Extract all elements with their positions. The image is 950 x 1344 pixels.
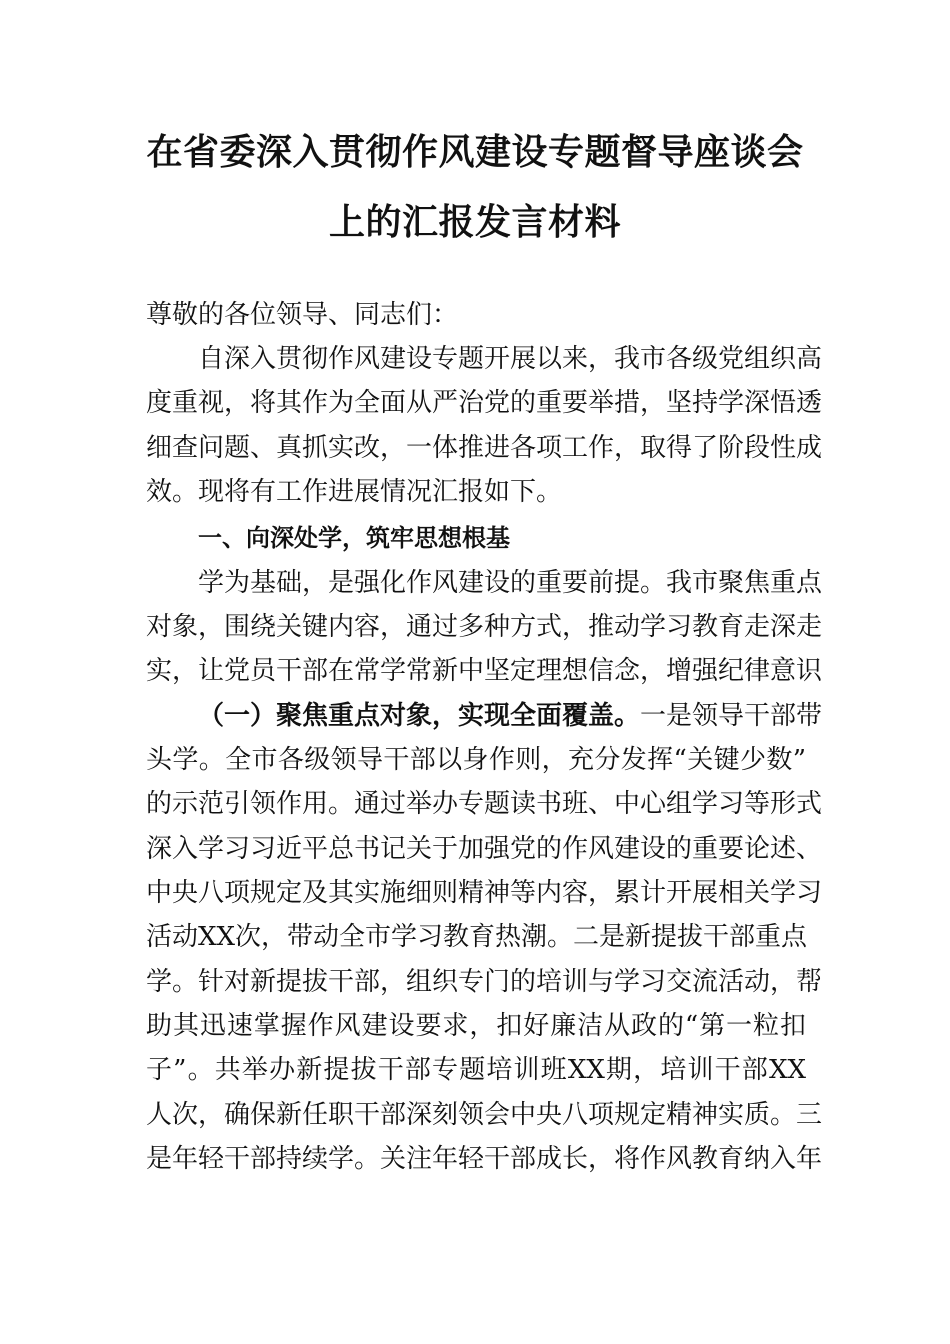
document-title-line-2: 上的汇报发言材料 [328, 201, 621, 243]
subsection-1-line-7: 助其迅速掌握作风建设要求，扣好廉洁从政的“第一粒扣 [146, 1011, 806, 1041]
subsection-1-line-10: 是年轻干部持续学。关注年轻干部成长，将作风教育纳入年 [146, 1144, 823, 1174]
subsection-1-line-6: 学。针对新提拔干部，组织专门的培训与学习交流活动，帮 [146, 967, 823, 997]
subsection-1-line-4: 中央八项规定及其实施细则精神等内容，累计开展相关学习 [146, 878, 823, 908]
intro-line-3: 细查问题、真抓实改，一体推进各项工作，取得了阶段性成 [146, 433, 823, 463]
subsection-1-line-5: 活动XX次，带动全市学习教育热潮。二是新提拔干部重点 [146, 922, 808, 952]
subsection-1-line-1: 头学。全市各级领导干部以身作则，充分发挥“关键少数” [146, 745, 806, 775]
subsection-1-first-rest: 一是领导干部带 [640, 701, 823, 731]
subsection-1-line-8: 子”。共举办新提拔干部专题培训班XX期，培训干部XX [146, 1055, 806, 1085]
section-1-heading: 一、向深处学，筑牢思想根基 [198, 524, 510, 552]
section-1-line-2: 对象，围绕关键内容，通过多种方式，推动学习教育走深走 [146, 612, 823, 642]
intro-line-4: 效。现将有工作进展情况汇报如下。 [146, 477, 563, 507]
subsection-1-first-line [198, 699, 823, 733]
section-1-line-3: 实，让党员干部在常学常新中坚定理想信念，增强纪律意识 [146, 656, 823, 686]
intro-line-1: 自深入贯彻作风建设专题开展以来，我市各级党组织高 [198, 344, 823, 374]
intro-line-2: 度重视，将其作为全面从严治党的重要举措，坚持学深悟透 [146, 388, 823, 418]
document-title-line-1: 在省委深入贯彻作风建设专题督导座谈会 [146, 131, 804, 173]
subsection-1-title: （一）聚焦重点对象，实现全面覆盖。 [198, 701, 641, 731]
subsection-1-line-2: 的示范引领作用。通过举办专题读书班、中心组学习等形式 [146, 789, 823, 819]
subsection-1-line-3: 深入学习习近平总书记关于加强党的作风建设的重要论述、 [146, 834, 823, 864]
subsection-1-line-9: 人次，确保新任职干部深刻领会中央八项规定精神实质。三 [146, 1100, 823, 1130]
salutation: 尊敬的各位领导、同志们： [146, 300, 459, 330]
section-1-line-1: 学为基础，是强化作风建设的重要前提。我市聚焦重点 [198, 568, 823, 598]
